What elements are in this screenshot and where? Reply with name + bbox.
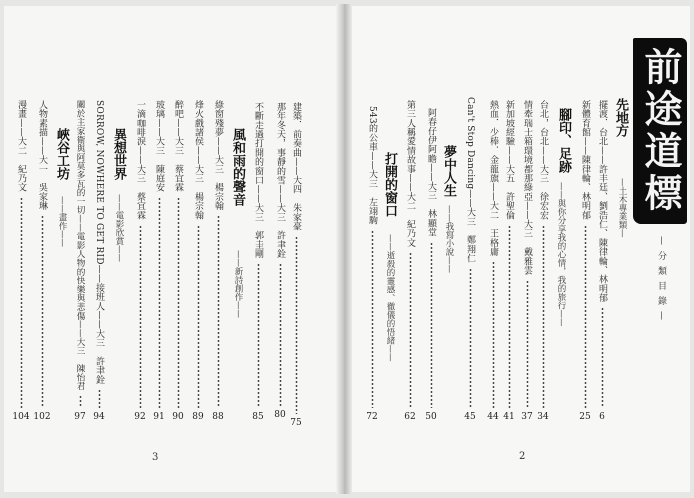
toc-entry (535, 100, 551, 422)
leader-dots (526, 280, 529, 408)
entry-title: 關於主家衛與阿莫多瓦的一切——電影人物的快樂與悲傷——大三 陳怡君 (75, 100, 85, 391)
toc-entry (288, 102, 304, 428)
toc-entry (485, 100, 501, 422)
entry-title: 玻璃——大三 陳庭安 (154, 100, 164, 192)
section-subheading: ——與你分享我的心情，我的旅行—— (556, 182, 566, 327)
toc-entry (519, 100, 535, 422)
leader-dots (295, 236, 298, 414)
leader-dots (98, 389, 101, 408)
entry-title: 情牽瑞士箱環境都那綠亞——大三 戴雅雲 (522, 100, 532, 275)
entry-title: 阿春仔伊阿瞻——大三 林顯堂 (426, 108, 436, 237)
section-subheading: ——電影欣賞—— (114, 194, 124, 262)
section-heading: 異想世界 (111, 128, 126, 180)
toc-entry (190, 100, 206, 422)
section-heading: 先地方 (613, 98, 628, 137)
toc-title-block (633, 38, 687, 224)
entry-page-number: 44 (487, 412, 499, 422)
leader-dots (279, 263, 282, 406)
leader-dots (601, 307, 604, 408)
entry-page-number: 45 (464, 412, 476, 422)
book-gutter (336, 4, 352, 494)
entry-title: 漫畫——大二 紀乃文 (16, 100, 26, 192)
entry-title: 新體育館——陳律輪、林明郁 (580, 100, 590, 220)
entry-page-number: 92 (134, 412, 146, 422)
section-subheading: —土木專業類— (617, 178, 627, 238)
toc-entry (210, 100, 226, 422)
toc-entry (577, 100, 593, 422)
entry-title: SORROW, NOWHERE TO GET RID——接班人——大三 許聿銓 (94, 100, 104, 385)
section-heading: 夢中人生 (441, 145, 456, 197)
entry-page-number: 89 (192, 412, 204, 422)
entry-title: 那年冬天，事靜的雪——大三 許聿銓 (275, 102, 285, 259)
toc-entry (594, 100, 610, 422)
section-heading: 腳印、足跡 (556, 108, 571, 173)
entry-page-number: 25 (579, 412, 591, 422)
leader-dots (508, 225, 511, 408)
entry-title: 建築．前奏曲——大四 朱家豪 (291, 102, 301, 231)
entry-title: Can't Stop Dancing——大三 鄭翔仁 (465, 97, 475, 263)
entry-title: 醉吧——大三 蔡宜霖 (173, 100, 183, 192)
section-subheading: ——逝殺的靈感、徹儀的悟緒—— (385, 234, 395, 362)
entry-title: 一滴咖啡淚——大三 蔡宜霖 (135, 100, 145, 220)
toc-entry (34, 100, 50, 422)
toc-entry (132, 100, 148, 422)
entry-page-number: 72 (366, 412, 378, 422)
entry-title: 543的公車——大三 左翊駒 (367, 106, 377, 225)
toc-entry (72, 100, 88, 422)
toc-entry (272, 102, 288, 420)
leader-dots (409, 252, 412, 408)
entry-title: 台北，台北——大三 徐宏宏 (538, 100, 548, 220)
entry-page-number: 62 (404, 412, 416, 422)
leader-dots (371, 230, 374, 408)
leader-dots (430, 242, 433, 408)
entry-page-number: 85 (252, 412, 264, 422)
section-heading: 打開的窗口 (382, 152, 397, 217)
entry-page-number: 97 (74, 412, 86, 422)
entry-page-number: 6 (599, 412, 605, 422)
entry-page-number: 91 (153, 412, 165, 422)
leader-dots (584, 225, 587, 408)
toc-entry (462, 97, 478, 422)
toc-entry (423, 108, 439, 422)
entry-title: 不斷走過打開的窗口——大三 郭圭剛 (253, 102, 263, 259)
leader-dots (158, 197, 161, 408)
toc-entry (364, 106, 380, 422)
leader-dots (41, 215, 44, 408)
entry-title: 熱血．少棒．金龍旗——大二 王格庸 (488, 100, 498, 257)
leader-dots (79, 395, 82, 408)
toc-entry (402, 100, 418, 422)
entry-page-number: 104 (12, 412, 30, 422)
entry-title: 擺渡．台北——許丰廷、劉浩仁、陳律輪、林明郁 (597, 100, 607, 303)
entry-title: 綠窗殘夢——大三 楊宗翰 (213, 100, 223, 211)
section-heading: 風和雨的聲音 (230, 128, 245, 206)
toc-entry (91, 100, 107, 422)
leader-dots (469, 268, 472, 408)
leader-dots (177, 197, 180, 408)
leader-dots (139, 225, 142, 408)
section-subheading: ——畫作—— (57, 196, 67, 247)
entry-page-number: 75 (290, 418, 302, 428)
entry-title: 烽火戲諸侯——大三 楊宗翰 (193, 100, 203, 220)
entry-title: 新加坡經驗——大五 許聖倫 (504, 100, 514, 220)
toc-entry (250, 102, 266, 422)
entry-page-number: 34 (537, 412, 549, 422)
leader-dots (257, 263, 260, 408)
toc-title: 前途道標 (638, 47, 683, 215)
section-subheading: ——新詩創作—— (233, 250, 243, 318)
toc-entry (13, 100, 29, 422)
toc-title-caption: —分類目錄— (656, 236, 666, 326)
entry-title: 第三人稱愛情故事——大二 紀乃文 (405, 100, 415, 248)
leader-dots (217, 215, 220, 408)
entry-title: 人物素描——大一 吳家琳 (37, 100, 47, 211)
page-number: 2 (519, 451, 526, 462)
page-number: 3 (152, 452, 159, 463)
section-subheading: ——我寫小說—— (444, 205, 454, 273)
toc-entry (501, 100, 517, 422)
entry-page-number: 41 (503, 412, 515, 422)
toc-entry (170, 100, 186, 422)
entry-page-number: 94 (93, 412, 105, 422)
entry-page-number: 102 (33, 412, 51, 422)
leader-dots (197, 225, 200, 408)
leader-dots (542, 225, 545, 408)
toc-entry (151, 100, 167, 422)
entry-page-number: 90 (172, 412, 184, 422)
leader-dots (492, 261, 495, 408)
section-heading: 峽谷工坊 (54, 128, 69, 180)
entry-page-number: 88 (212, 412, 224, 422)
entry-page-number: 50 (425, 412, 437, 422)
entry-page-number: 80 (274, 410, 286, 420)
entry-page-number: 37 (521, 412, 533, 422)
leader-dots (20, 197, 23, 408)
